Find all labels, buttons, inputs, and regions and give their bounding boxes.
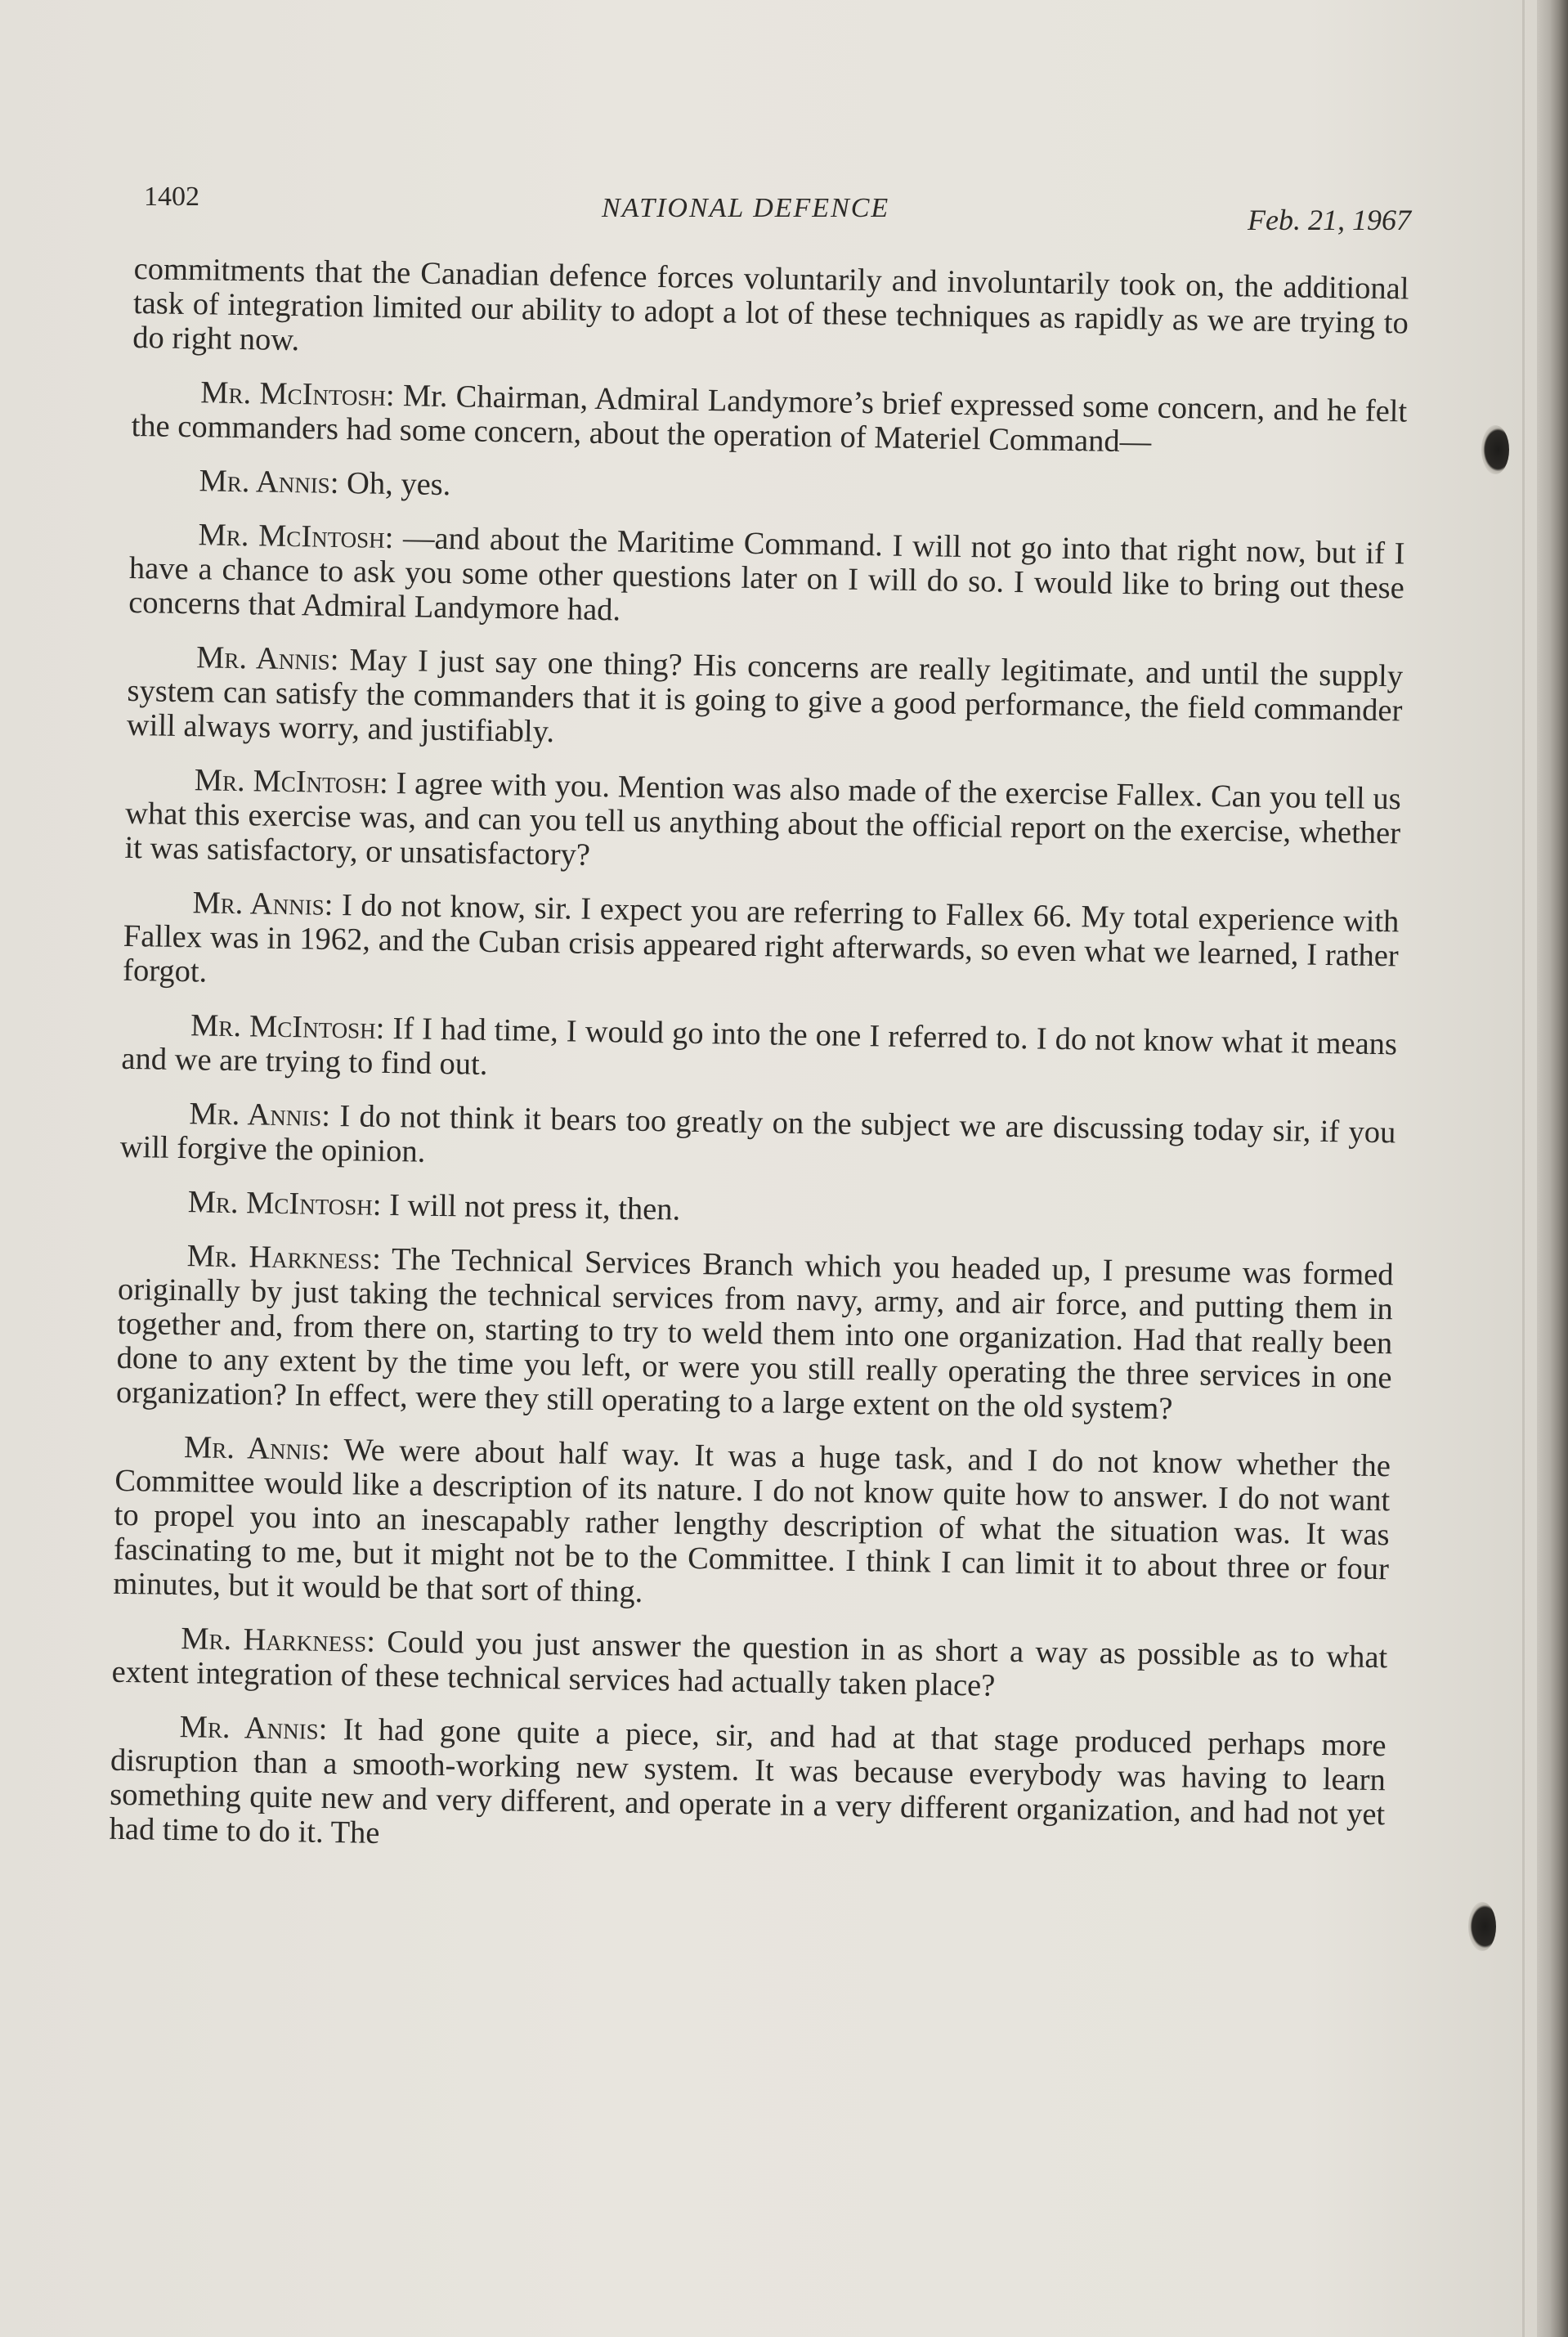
paragraph: commitments that the Canadian defence forces voluntarily and involuntarily took on, the additional task of integration limited our ability to adopt a lot of these techniques as rapidly as we are trying to do right now. <box>132 252 1409 358</box>
speaker-name: Mr. Annis: <box>192 886 334 922</box>
speaker-name: Mr. Annis: <box>195 640 339 677</box>
paragraph: Mr. Annis: May I just say one thing? His concerns are really legitimate, and until the supply system can satisfy the commanders that it is going to give a good performance, the field commander will always worry, and justifiably. <box>126 640 1404 750</box>
speaker-name: Mr. Annis: <box>183 1430 331 1467</box>
speaker-name: Mr. Annis: <box>179 1710 328 1747</box>
paragraph: Mr. Annis: Oh, yes. <box>199 464 451 503</box>
paragraph: Mr. Annis: I do not know, sir. I expect you are referring to Fallex 66. My total experience with Fallex was in 1962, and the Cuban crisis appeared right afterwards, so even what we learned, I rather forgot. <box>122 886 1400 989</box>
paragraph: Mr. Annis: It had gone quite a piece, sir, and had at that stage produced perhaps more disruption than a smooth-working new system. It was because everybody was having to learn something quite new and very different, and operate in a very different organization, and had not yet had time to do it. The <box>109 1710 1387 1850</box>
transcript-body <box>109 252 1409 1886</box>
page-number: 1402 <box>144 182 199 212</box>
paragraph: Mr. Annis: I do not think it bears too greatly on the subject we are discussing today sir, if you will forgive the opinion. <box>119 1097 1396 1169</box>
page-date: Feb. 21, 1967 <box>1248 204 1411 236</box>
paragraph: Mr. McIntosh: If I had time, I would go into the one I referred to. I do not know what it means and we are trying to find out. <box>121 1008 1398 1082</box>
binding-line <box>1522 0 1525 2337</box>
paragraph: Mr. McIntosh: I will not press it, then. <box>187 1185 681 1227</box>
speaker-name: Mr. Annis: <box>189 1097 331 1133</box>
punch-hole <box>1468 1902 1496 1951</box>
paragraph: Mr. McIntosh: —and about the Maritime Command. I will not go into that right now, but if I have a chance to ask you some other questions later on I will do so. I would like to bring out these concerns that Admiral Landymore had. <box>128 518 1405 628</box>
paragraph: Mr. McIntosh: Mr. Chairman, Admiral Landymore’s brief expressed some concern, and he felt the commanders had some concern, about the operation of Materiel Command— <box>131 375 1408 460</box>
speaker-name: Mr. McIntosh: <box>190 1008 385 1046</box>
paragraph: Mr. McIntosh: I agree with you. Mention was also made of the exercise Fallex. Can you tell us what this exercise was, and can you tell us anything about the official report on the exercise, whether it was satisfactory, or unsatisfactory? <box>124 763 1402 872</box>
speaker-name: Mr. McIntosh: <box>198 518 394 556</box>
speaker-name: Mr. Harkness: <box>181 1622 376 1659</box>
book-gutter <box>1537 0 1568 2337</box>
running-title: NATIONAL DEFENCE <box>602 193 890 223</box>
paragraph: Mr. Harkness: Could you just answer the question in as short a way as possible as to what extent integration of these technical services had actually taken place? <box>111 1622 1388 1703</box>
paragraph: Mr. Annis: We were about half way. It was a huge task, and I do not know whether the Committee would like a description of its nature. I do not know quite how to answer. I do not want to propel you into an inescapably rather lengthy description of what the situation was. It was fascinating to me, but it might not be to the Committee. I think I can limit it to about three or four minutes, but it would be that sort of thing. <box>113 1430 1391 1609</box>
speaker-name: Mr. Annis: <box>199 464 339 500</box>
speaker-name: Mr. McIntosh: <box>199 375 396 414</box>
speaker-name: Mr. Harkness: <box>186 1239 382 1276</box>
paragraph: Mr. Harkness: The Technical Services Branch which you headed up, I presume was formed originally by just taking the technical services from navy, army, and air force, and putting them in together and, from there on, starting to try to weld them into one organization. Had that really been done to any extent by the time you left, or were you still really operating the three services in one organization? In effect, were they still operating to a large extent on the old system? <box>115 1239 1394 1427</box>
speaker-name: Mr. McIntosh: <box>194 763 389 801</box>
speaker-name: Mr. McIntosh: <box>187 1185 382 1222</box>
punch-hole <box>1481 425 1509 474</box>
page-header <box>144 182 1411 236</box>
